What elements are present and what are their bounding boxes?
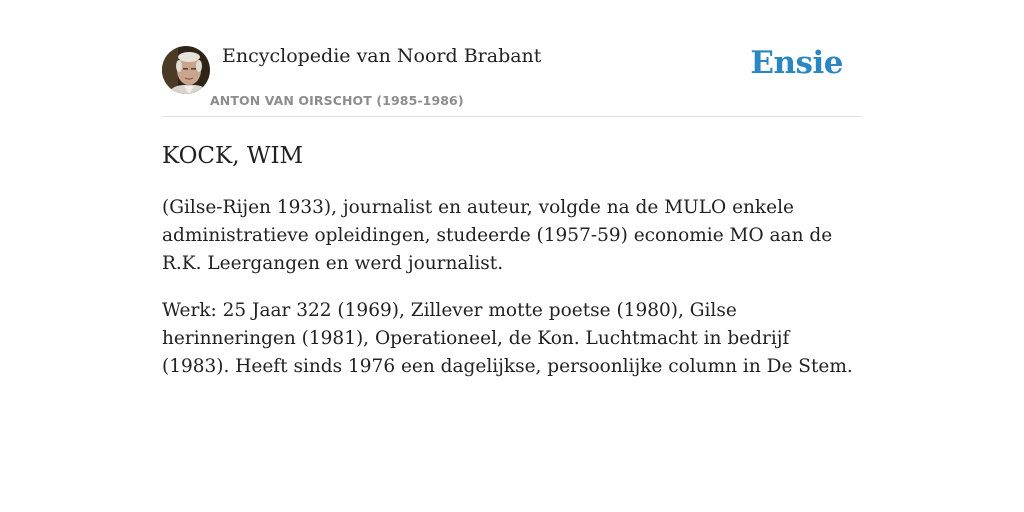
page xyxy=(162,0,862,381)
entry-paragraph: Werk: 25 Jaar 322 (1969), Zillever motte poetse (1980), Gilse herinneringen (1981), Operationeel, de Kon. Luchtmacht in bedrijf (1983). Heeft sinds 1976 een dagelijkse, persoonlijke column in De Stem. xyxy=(162,300,853,377)
author-name[interactable]: ANTON VAN OIRSCHOT (1985-1986) xyxy=(210,93,464,108)
encyclopedia-title[interactable]: Encyclopedie van Noord Brabant xyxy=(222,45,542,67)
article xyxy=(162,117,862,381)
ensie-logo[interactable]: Ensie xyxy=(750,45,843,81)
header xyxy=(162,0,862,117)
author-avatar[interactable] xyxy=(162,46,210,94)
entry-title: KOCK, WIM xyxy=(162,143,304,169)
entry-paragraph: (Gilse-Rijen 1933), journalist en auteur, volgde na de MULO enkele administratieve opleidingen, studeerde (1957-59) economie MO aan de R.K. Leergangen en werd journalist. xyxy=(162,197,833,274)
